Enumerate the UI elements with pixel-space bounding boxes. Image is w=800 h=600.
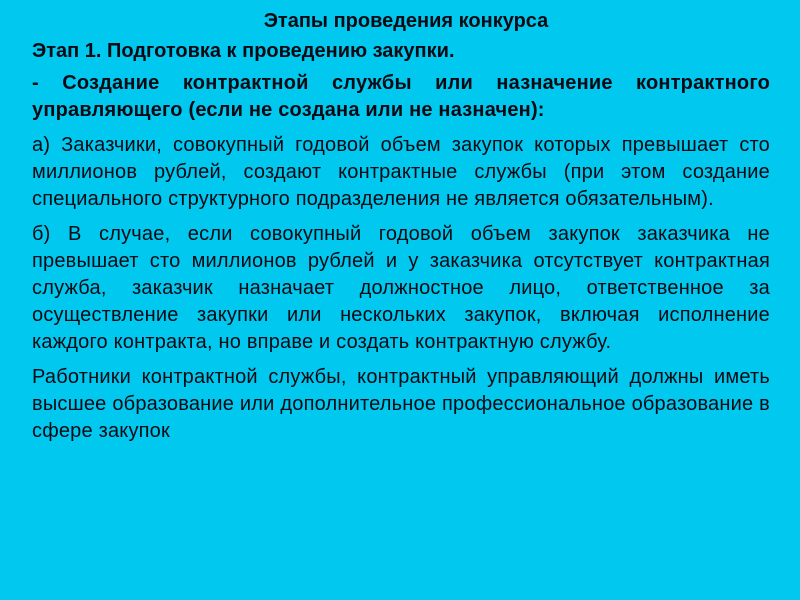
point-b: б) В случае, если совокупный годовой объем закупок заказчика не превышает сто миллионов рублей и у заказчика отсутствует контрактная служба, заказчик назначает должностное лицо, ответственное за осуществление закупки или нескольких закупок, включая исполнение каждого контракта, но вправе и создать контрактную службу. [32, 223, 770, 353]
point-dash: - Создание контрактной службы или назначение контрактного управляющего (если не создана или не назначен): [32, 72, 770, 121]
stage-heading: Этап 1. Подготовка к проведению закупки. [32, 40, 455, 62]
requirement-text: Работники контрактной службы, контрактный управляющий должны иметь высшее образование или дополнительное профессиональное образование в сфере закупок [32, 366, 770, 442]
slide-title: Этапы проведения конкурса [263, 10, 549, 32]
point-a: а) Заказчики, совокупный годовой объем закупок которых превышает сто миллионов рублей, создают контрактные службы (при этом создание специального структурного подразделения не является обязательным). [32, 134, 770, 210]
slide-content [32, 8, 770, 596]
